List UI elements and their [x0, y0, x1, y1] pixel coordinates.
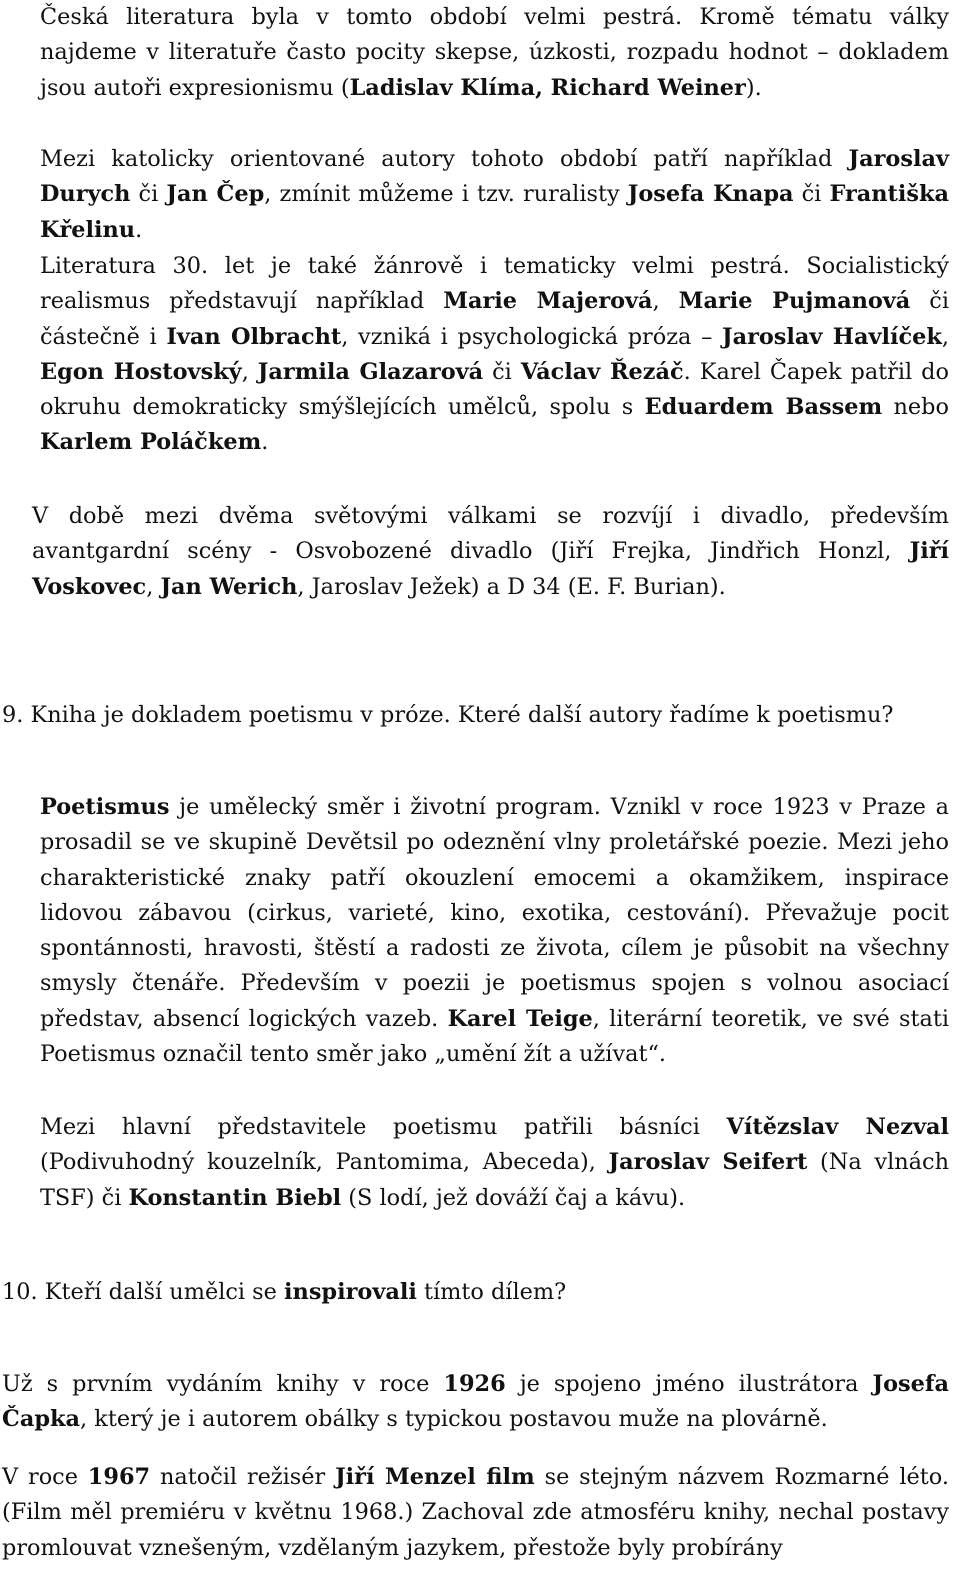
- bold-text-run: Marie Pujmanová: [678, 288, 911, 315]
- text-run: ,: [146, 573, 161, 600]
- bold-text-run: Jiří Voskovec: [32, 538, 949, 600]
- paragraph-illustrator: [2, 1367, 949, 1438]
- text-run: Mezi katolicky orientované autory tohoto období patří například: [40, 146, 849, 172]
- bold-text-run: Jan Čep: [166, 181, 265, 208]
- paragraph-theatre: [32, 499, 949, 605]
- paragraph-poetismus-representatives: [40, 1110, 949, 1216]
- bold-text-run: Ladislav Klíma, Richard Weiner: [349, 74, 746, 101]
- text-run: či: [483, 358, 521, 385]
- text-run: Mezi hlavní představitele poetismu patřili básníci: [40, 1114, 727, 1140]
- bold-text-run: Ivan Olbracht: [166, 323, 342, 350]
- text-run: , Jaroslav Ježek) a D 34 (E. F. Burian).: [297, 573, 726, 600]
- text-run: či částečně i: [40, 288, 949, 350]
- text-run: Literatura 30. let je také žánrově i tematicky velmi pestrá. Socialistický realismus představují například: [40, 253, 949, 315]
- bold-text-run: Jaroslav Seifert: [608, 1149, 808, 1176]
- text-run: 9. Kniha je dokladem poetismu v próze. Které další autory řadíme k poetismu?: [2, 702, 894, 728]
- text-run: Už s prvním vydáním knihy v roce: [2, 1371, 444, 1397]
- bold-text-run: Poetismus: [40, 794, 170, 820]
- text-run: , zmínit můžeme i tzv. ruralisty: [264, 181, 628, 208]
- text-run: je spojeno jméno ilustrátora: [505, 1371, 873, 1397]
- text-run: ).: [745, 74, 762, 101]
- bold-text-run: 1926: [443, 1371, 506, 1397]
- paragraph-catholic-authors: [40, 142, 949, 248]
- bold-text-run: Františka Křelinu: [40, 181, 950, 243]
- text-run: (Podivuhodný kouzelník, Pantomima, Abeceda),: [40, 1149, 609, 1176]
- question-9: [2, 698, 949, 733]
- bold-text-run: Vítězslav Nezval: [726, 1114, 949, 1140]
- text-run: nebo: [882, 394, 949, 421]
- bold-text-run: Jarmila Glazarová: [257, 358, 484, 385]
- text-run: .: [261, 429, 269, 456]
- bold-text-run: Václav Řezáč: [520, 358, 684, 385]
- text-run: natočil režisér: [150, 1464, 336, 1490]
- text-run: je umělecký směr i životní program. Vznikl v roce 1923 v Praze a prosadil se ve skupině Devětsil po odeznění vlny proletářské poezie. Mezi jeho charakteristické znaky patří okouzlení emocemi a okamžikem, inspirace lidovou zábavou (cirkus, varieté, kino, exotika, cestování). Převažuje pocit spontánnosti, hravosti, štěstí a radosti ze života, cílem je působit na všechny smysly čtenáře. Především v poezii je poetismus spojen s volnou asociací představ, absencí logických vazeb.: [40, 794, 949, 1032]
- text-run: se stejným názvem Rozmarné léto. (Film měl premiéru v květnu 1968.) Zachoval zde atmosféru knihy, nechal postavy promlouvat vznešeným, vzdělaným jazykem, přestože byly probírány: [2, 1464, 949, 1561]
- bold-text-run: Karlem Poláčkem: [40, 429, 262, 456]
- text-run: (S lodí, jež dováží čaj a kávu).: [341, 1184, 686, 1211]
- text-run: (Na vlnách TSF) či: [40, 1149, 949, 1211]
- bold-text-run: Josefa Knapa: [627, 181, 794, 208]
- paragraph-expressionism: [40, 0, 949, 106]
- text-run: tímto dílem?: [416, 1279, 567, 1305]
- bold-text-run: inspirovali: [284, 1279, 417, 1305]
- text-run: V roce: [2, 1464, 88, 1490]
- text-run: , vzniká i psychologická próza –: [341, 323, 722, 350]
- text-run: ,: [652, 288, 679, 315]
- paragraph-literature-30s: [40, 249, 949, 461]
- bold-text-run: Jaroslav Havlíček: [721, 323, 942, 350]
- bold-text-run: Eduardem Bassem: [644, 394, 883, 421]
- bold-text-run: Karel Teige: [447, 1005, 593, 1032]
- text-run: , který je i autorem obálky s typickou postavou muže na plovárně.: [80, 1406, 828, 1433]
- question-10: [2, 1275, 949, 1310]
- text-run: , literární teoretik, ve své stati Poetismus označil tento směr jako „umění žít a užívat“.: [40, 1005, 949, 1068]
- bold-text-run: Egon Hostovský: [40, 358, 242, 385]
- bold-text-run: Jiří Menzel film: [335, 1464, 535, 1490]
- text-run: či: [130, 181, 167, 208]
- text-run: 10. Kteří další umělci se: [2, 1279, 285, 1305]
- bold-text-run: Jan Werich: [160, 573, 298, 600]
- text-run: ,: [941, 323, 949, 350]
- text-run: .: [135, 216, 143, 243]
- text-run: či: [793, 181, 830, 208]
- text-run: . Karel Čapek patřil do okruhu demokraticky smýšlejících umělců, spolu s: [40, 358, 949, 421]
- bold-text-run: Marie Majerová: [443, 288, 653, 315]
- bold-text-run: Jaroslav Durych: [40, 146, 949, 208]
- text-run: ,: [241, 358, 258, 385]
- paragraph-poetismus: [40, 790, 949, 1072]
- bold-text-run: Konstantin Biebl: [128, 1184, 342, 1211]
- bold-text-run: Josefa Čapka: [2, 1371, 949, 1433]
- text-run: Česká literatura byla v tomto období velmi pestrá. Kromě tématu války najdeme v literatuře často pocity skepse, úzkosti, rozpadu hodnot – dokladem jsou autoři expresionismu (: [40, 4, 949, 101]
- bold-text-run: 1967: [87, 1464, 151, 1490]
- text-run: V době mezi dvěma světovými válkami se rozvíjí i divadlo, především avantgardní scény - Osvobozené divadlo (Jiří Frejka, Jindřich Honzl,: [32, 503, 949, 565]
- paragraph-film: [2, 1460, 949, 1566]
